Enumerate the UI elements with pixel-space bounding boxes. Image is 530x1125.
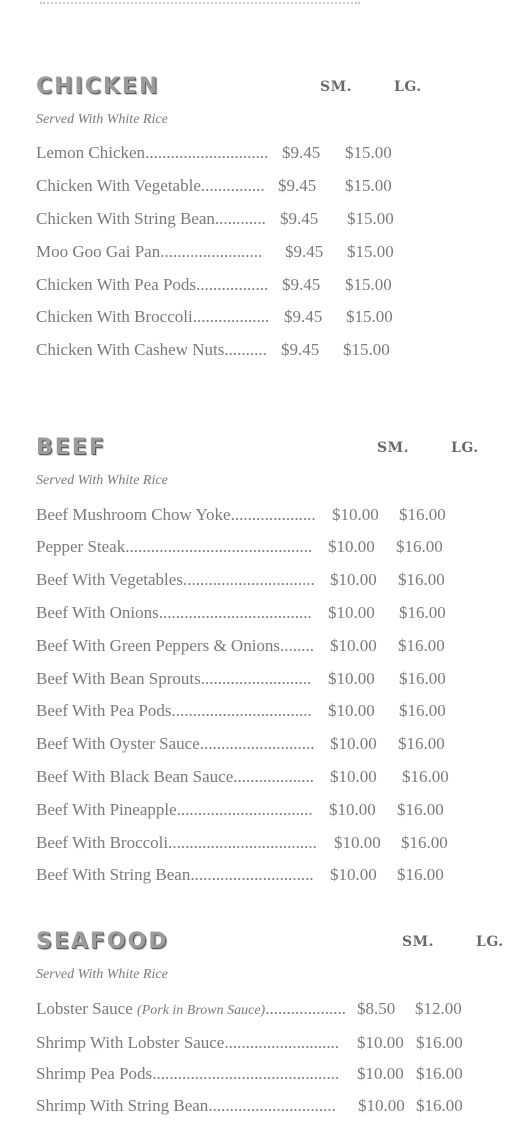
menu-item-name: Beef With Black Bean Sauce................... [36, 767, 315, 786]
large-price: $16.00 [402, 767, 449, 786]
small-price: $10.00 [357, 1064, 404, 1083]
menu-item-name: Shrimp With Lobster Sauce........................... [36, 1033, 340, 1052]
small-price: $10.00 [330, 865, 377, 884]
small-price: $10.00 [330, 767, 377, 786]
large-price: $12.00 [415, 999, 462, 1018]
menu-item-name: Beef With Pineapple................................ [36, 800, 313, 819]
section-heading: SEAFOOD [36, 929, 169, 954]
menu-item-name: Beef With Bean Sprouts.......................... [36, 669, 312, 688]
large-price: $16.00 [397, 865, 444, 884]
menu-item-name: Pepper Steak............................................ [36, 537, 313, 556]
large-price: $16.00 [401, 833, 448, 852]
section-note: Served With White Rice [36, 112, 168, 127]
small-price: $10.00 [334, 833, 381, 852]
menu-item-name: Shrimp With String Bean.............................. [36, 1096, 336, 1115]
small-price: $10.00 [328, 701, 375, 720]
large-price: $15.00 [346, 307, 393, 326]
small-price: $10.00 [358, 1096, 405, 1115]
small-price: $9.45 [285, 242, 324, 261]
large-price: $16.00 [399, 701, 446, 720]
menu-item-name: Beef With Onions.................................... [36, 603, 312, 622]
large-price: $15.00 [343, 340, 390, 359]
small-price: $9.45 [280, 209, 319, 228]
large-price: $15.00 [345, 275, 392, 294]
menu-item-name: Chicken With Vegetable............... [36, 176, 265, 195]
large-size-label: LG. [451, 440, 479, 456]
menu-item-name: Lemon Chicken............................. [36, 143, 269, 162]
menu-item-name: Shrimp Pea Pods............................................ [36, 1064, 340, 1083]
small-price: $9.45 [282, 275, 321, 294]
small-price: $10.00 [332, 505, 379, 524]
section-heading: CHICKEN [36, 74, 160, 99]
large-price: $16.00 [399, 505, 446, 524]
large-price: $16.00 [399, 669, 446, 688]
section-note: Served With White Rice [36, 473, 168, 488]
item-description: (Pork in Brown Sauce) [137, 1003, 266, 1018]
menu-item-name: Beef With Broccoli................................... [36, 833, 317, 852]
large-size-label: LG. [394, 79, 422, 95]
small-price: $10.00 [357, 1033, 404, 1052]
menu-item-name: Chicken With Cashew Nuts.......... [36, 340, 267, 359]
large-price: $16.00 [398, 570, 445, 589]
small-price: $10.00 [328, 669, 375, 688]
menu-item-name: Chicken With Pea Pods................. [36, 275, 269, 294]
section-heading: BEEF [36, 435, 106, 460]
large-price: $16.00 [416, 1064, 463, 1083]
large-price: $16.00 [416, 1033, 463, 1052]
small-size-label: SM. [402, 934, 434, 950]
menu-item-name: Beef With Green Peppers & Onions........ [36, 636, 315, 655]
large-price: $16.00 [396, 537, 443, 556]
large-price: $15.00 [347, 242, 394, 261]
small-price: $10.00 [330, 636, 377, 655]
large-price: $15.00 [347, 209, 394, 228]
small-price: $9.45 [282, 143, 321, 162]
large-price: $16.00 [398, 734, 445, 753]
menu-item-name: Beef With Vegetables............................... [36, 570, 315, 589]
small-price: $10.00 [330, 734, 377, 753]
small-price: $10.00 [328, 603, 375, 622]
large-size-label: LG. [476, 934, 504, 950]
section-note: Served With White Rice [36, 967, 168, 982]
menu-item-name: Beef With Pea Pods................................. [36, 701, 312, 720]
large-price: $15.00 [345, 176, 392, 195]
menu-item-name: Chicken With Broccoli.................. [36, 307, 270, 326]
small-price: $10.00 [328, 537, 375, 556]
menu-item-name: Beef With Oyster Sauce........................... [36, 734, 315, 753]
menu-item-name: Beef Mushroom Chow Yoke.................... [36, 505, 316, 524]
small-size-label: SM. [377, 440, 409, 456]
large-price: $16.00 [416, 1096, 463, 1115]
large-price: $16.00 [399, 603, 446, 622]
small-price: $9.45 [284, 307, 323, 326]
menu-item-name: Beef With String Bean............................. [36, 865, 314, 884]
cropped-text-remnant [40, 0, 360, 4]
menu-item-name: Moo Goo Gai Pan........................ [36, 242, 263, 261]
small-size-label: SM. [320, 79, 352, 95]
small-price: $9.45 [278, 176, 317, 195]
menu-item-name: Chicken With String Bean............ [36, 209, 266, 228]
small-price: $9.45 [281, 340, 320, 359]
small-price: $10.00 [329, 800, 376, 819]
large-price: $16.00 [398, 636, 445, 655]
large-price: $16.00 [397, 800, 444, 819]
small-price: $10.00 [330, 570, 377, 589]
large-price: $15.00 [345, 143, 392, 162]
menu-item-name: Lobster Sauce (Pork in Brown Sauce)................... [36, 999, 346, 1018]
small-price: $8.50 [357, 999, 396, 1018]
